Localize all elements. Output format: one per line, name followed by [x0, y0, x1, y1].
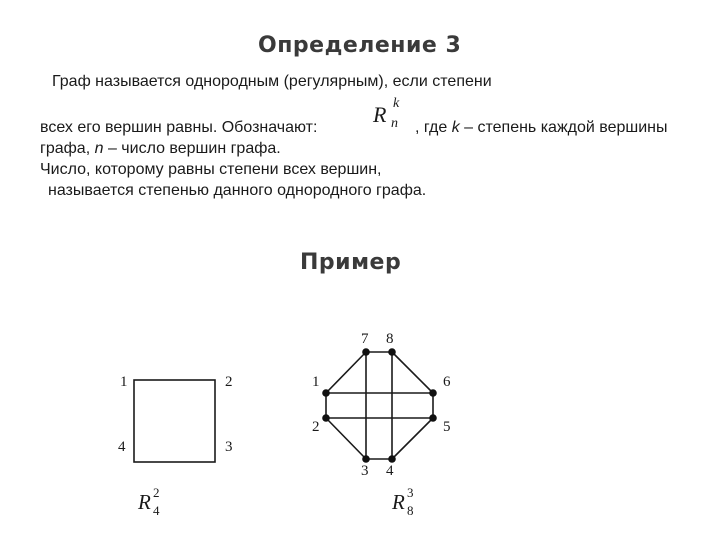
octagon-vertex-5 — [429, 414, 437, 422]
notation-subscript: n — [391, 116, 398, 131]
square-graph-edges — [134, 380, 215, 462]
octagon-caption-subscript: 8 — [407, 503, 414, 518]
regular-graph-notation — [373, 96, 409, 136]
notation-superscript: k — [393, 96, 400, 111]
square-vertex-label-3: 3 — [225, 439, 233, 455]
definition-line-4: Число, которому равны степени всех вершин, — [40, 161, 382, 178]
octagon-vertex-label-2: 2 — [312, 419, 320, 435]
octagon-caption-superscript: 3 — [407, 485, 414, 500]
square-caption-superscript: 2 — [153, 485, 160, 500]
octagon-graph-vertices — [322, 348, 437, 463]
octagon-caption-letter: R — [392, 490, 405, 514]
definition-degree-text: – степень каждой вершины — [459, 119, 668, 136]
octagon-vertex-3 — [362, 455, 370, 463]
square-vertex-label-4: 4 — [118, 439, 126, 455]
definition-k: k — [451, 119, 460, 136]
octagon-graph-edges — [326, 352, 433, 459]
square-caption-letter: R — [138, 490, 151, 514]
octagon-vertex-label-1: 1 — [312, 374, 320, 390]
octagon-vertex-6 — [429, 389, 437, 397]
definition-n: n — [94, 140, 104, 157]
octagon-vertex-label-7: 7 — [361, 331, 369, 347]
square-vertex-label-2: 2 — [225, 374, 233, 390]
definition-line-3 — [40, 139, 281, 158]
example-heading: Пример — [300, 250, 402, 275]
octagon-vertex-8 — [388, 348, 396, 356]
square-vertex-label-1: 1 — [120, 374, 128, 390]
definition-vertex-count-text: – число вершин графа. — [103, 140, 281, 157]
octagon-graph-diagram — [300, 328, 470, 478]
definition-line-2-start: всех его вершин равны. Обозначают: — [40, 119, 318, 136]
octagon-vertex-7 — [362, 348, 370, 356]
definition-where: , где — [415, 119, 452, 136]
notation-letter: R — [373, 102, 387, 127]
octagon-vertex-label-4: 4 — [386, 463, 394, 478]
octagon-vertex-label-6: 6 — [443, 374, 451, 390]
definition-line-5: называется степенью данного однородного графа. — [48, 182, 427, 199]
octagon-vertex-1 — [322, 389, 330, 397]
octagon-vertex-label-8: 8 — [386, 331, 394, 347]
square-caption-subscript: 4 — [153, 503, 160, 518]
definition-line-1: Граф называется однородным (регулярным), если степени — [52, 73, 492, 90]
square-graph-diagram — [110, 365, 250, 475]
definition-line-2-end — [415, 118, 668, 137]
octagon-graph-caption — [392, 485, 432, 522]
octagon-vertex-2 — [322, 414, 330, 422]
octagon-vertex-4 — [388, 455, 396, 463]
page-title: Определение 3 — [258, 33, 462, 58]
octagon-vertex-label-5: 5 — [443, 419, 451, 435]
square-graph-caption — [138, 485, 178, 522]
definition-graph-word: графа, — [40, 140, 95, 157]
octagon-vertex-label-3: 3 — [361, 463, 369, 478]
